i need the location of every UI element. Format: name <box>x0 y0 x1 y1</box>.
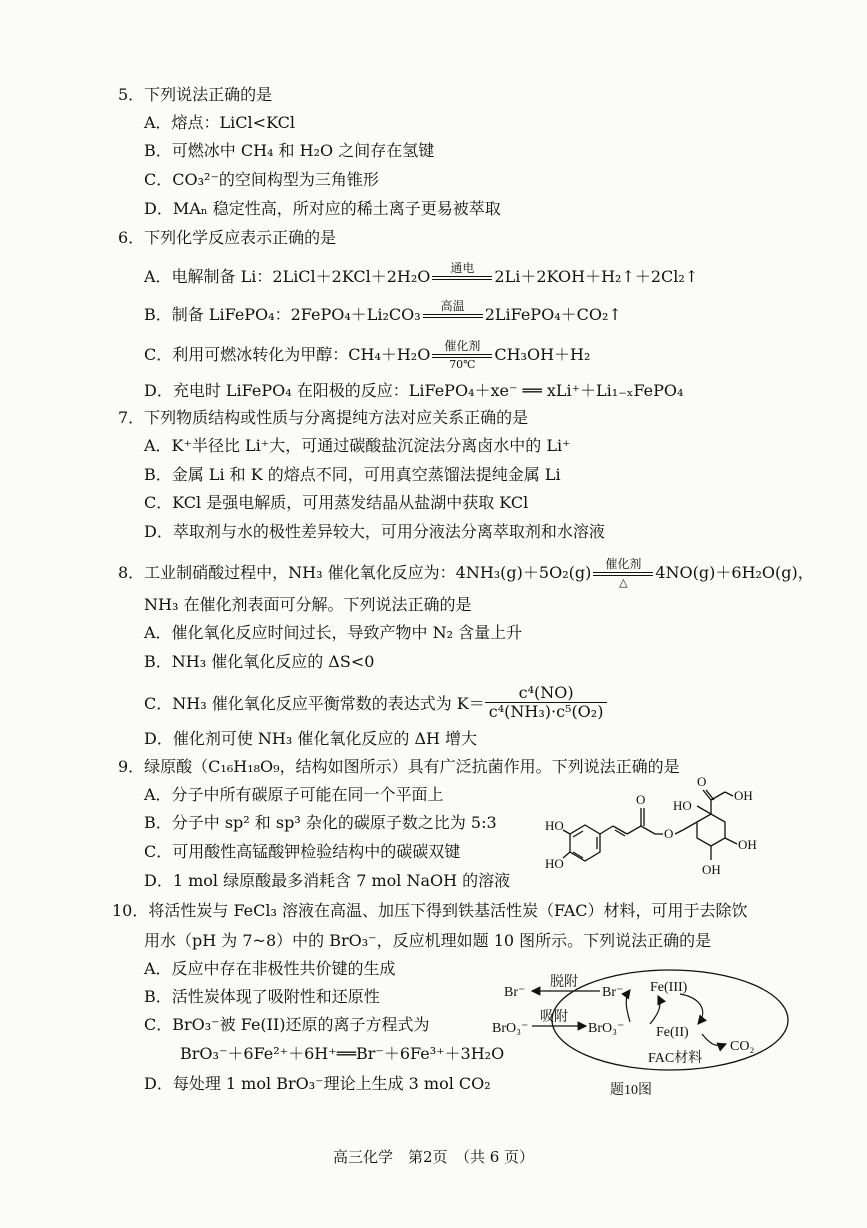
q8-stem-pre: 8．工业制硝酸过程中，NH₃ 催化氧化反应为：4NH₃(g)＋5O₂(g) <box>118 563 592 582</box>
q6-b-post: 2LiFePO₄＋CO₂↑ <box>484 305 622 324</box>
q7-option-c: C．KCl 是强电解质，可用蒸发结晶从盐湖中获取 KCl <box>144 493 529 512</box>
q6-c-pre: C．利用可燃冰转化为甲醇：CH₄＋H₂O <box>144 345 431 364</box>
q8-condition: 催化剂 △ <box>593 558 653 589</box>
q9-label-ho-3: HO <box>673 798 692 813</box>
fig-desorb-label: 脱附 <box>550 975 578 990</box>
fig-fe2: Fe(II) <box>656 1025 689 1040</box>
q6-stem: 6．下列化学反应表示正确的是 <box>118 228 337 247</box>
q9-option-c: C．可用酸性高锰酸钾检验结构中的碳碳双键 <box>144 842 461 861</box>
fig-br-left: Br⁻ <box>504 985 526 1000</box>
q6-a-post: 2Li＋2KOH＋H₂↑＋2Cl₂↑ <box>494 267 699 286</box>
fig-co2: CO₂ <box>730 1039 755 1054</box>
q9-label-oh-4: OH <box>738 837 757 852</box>
fig-bro3-inner: BrO₃⁻ <box>588 1021 625 1036</box>
fig-fe3: Fe(III) <box>650 980 688 995</box>
q8-option-a: A．催化氧化反应时间过长，导致产物中 N₂ 含量上升 <box>144 623 523 642</box>
q8-c-pre: C．NH₃ 催化氧化反应平衡常数的表达式为 K＝ <box>144 694 485 713</box>
q7-option-d: D．萃取剂与水的极性差异较大，可用分液法分离萃取剂和水溶液 <box>144 522 605 541</box>
q9-stem: 9．绿原酸（C₁₆H₁₈O₉，结构如图所示）具有广泛抗菌作用。下列说法正确的是 <box>118 757 680 776</box>
q9-label-oh-acid: OH <box>734 788 753 803</box>
q5-c-rest: 的空间构型为三角锥形 <box>218 170 379 189</box>
q6-option-c <box>144 340 590 371</box>
q5-option-d: D．MAₙ 稳定性高，所对应的稀土离子更易被萃取 <box>144 199 501 218</box>
q7-stem: 7．下列物质结构或性质与分离提纯方法对应关系正确的是 <box>118 408 529 427</box>
q6-c-condition: 催化剂 70℃ <box>432 340 492 371</box>
q5-option-a: A．熔点：LiCl<KCl <box>144 113 295 132</box>
q10-option-b: B．活性炭体现了吸附性和还原性 <box>144 987 380 1006</box>
q10-mechanism-figure <box>490 964 810 1104</box>
q6-option-a <box>144 262 698 293</box>
q9-label-oh-5: OH <box>702 862 721 877</box>
q9-label-o-carbonyl: O <box>636 792 646 807</box>
page-footer: 高三化学 第2页 （共 6 页） <box>332 1148 535 1166</box>
q9-label-o-acid: O <box>697 774 707 789</box>
q5-c-ion: CO₃²⁻ <box>172 170 219 189</box>
q5-option-c: C．CO₃²⁻的空间构型为三角锥形 <box>144 170 379 189</box>
q8-option-c <box>144 684 607 721</box>
q9-option-a: A．分子中所有碳原子可能在同一个平面上 <box>144 785 444 804</box>
q6-b-pre: B．制备 LiFePO₄：2FePO₄＋Li₂CO₃ <box>144 305 421 324</box>
q10-option-c-equation: BrO₃⁻＋6Fe²⁺＋6H⁺══Br⁻＋6Fe³⁺＋3H₂O <box>180 1044 505 1063</box>
fig-adsorb-label: 吸附 <box>540 1010 568 1025</box>
q6-option-d: D．充电时 LiFePO₄ 在阳极的反应：LiFePO₄＋xe⁻ ══ xLi⁺＋Li₁₋ₓFePO₄ <box>144 381 684 400</box>
q9-option-d: D．1 mol 绿原酸最多消耗含 7 mol NaOH 的溶液 <box>144 871 511 890</box>
fig-bro3-left: BrO₃⁻ <box>492 1021 529 1036</box>
fig-br-inner: Br⁻ <box>602 985 624 1000</box>
q8-option-b: B．NH₃ 催化氧化反应的 ΔS<0 <box>144 652 375 671</box>
q10-option-c: C．BrO₃⁻被 Fe(II)还原的离子方程式为 <box>144 1015 430 1034</box>
q6-a-condition: 通电 <box>432 262 492 293</box>
q10-stem-line2: 用水（pH 为 7~8）中的 BrO₃⁻，反应机理如题 10 图所示。下列说法正确的是 <box>144 931 712 950</box>
q7-option-b: B．金属 Li 和 K 的熔点不同，可用真空蒸馏法提纯金属 Li <box>144 465 561 484</box>
q8-c-fraction <box>485 684 608 721</box>
q8-stem <box>118 558 814 589</box>
q6-c-post: CH₃OH＋H₂ <box>494 345 591 364</box>
q9-option-b: B．分子中 sp² 和 sp³ 杂化的碳原子数之比为 5:3 <box>144 813 497 832</box>
fig-caption: 题10图 <box>610 1083 652 1098</box>
q8-option-d: D．催化剂可使 NH₃ 催化氧化反应的 ΔH 增大 <box>144 729 478 748</box>
q5-option-b: B．可燃冰中 CH₄ 和 H₂O 之间存在氢键 <box>144 141 435 160</box>
q8-stem-post: 4NO(g)＋6H₂O(g)， <box>655 563 814 582</box>
q10-option-d: D．每处理 1 mol BrO₃⁻理论上生成 3 mol CO₂ <box>144 1074 491 1093</box>
q9-label-ho-1: HO <box>545 818 564 833</box>
q10-option-a: A．反应中存在非极性共价键的生成 <box>144 959 396 978</box>
q10-stem: 10．将活性炭与 FeCl₃ 溶液在高温、加压下得到铁基活性炭（FAC）材料，可用于去除饮 <box>112 901 748 920</box>
q6-b-condition: 高温 <box>423 300 483 331</box>
q6-a-pre: A．电解制备 Li：2LiCl＋2KCl＋2H₂O <box>144 267 431 286</box>
q8-c-numerator: c⁴(NO) <box>485 684 608 703</box>
q8-stem-line2: NH₃ 在催化剂表面可分解。下列说法正确的是 <box>144 595 472 614</box>
q9-label-o-ester: O <box>664 826 674 841</box>
q6-option-b <box>144 300 622 331</box>
fig-fac-material: FAC材料 <box>648 1051 703 1066</box>
q9-label-ho-2: HO <box>545 856 564 871</box>
q5-stem: 5．下列说法正确的是 <box>118 85 273 104</box>
q8-c-denominator: c⁴(NH₃)·c⁵(O₂) <box>488 702 604 721</box>
chlorogenic-acid-structure <box>545 770 790 895</box>
q7-option-a: A．K⁺半径比 Li⁺大，可通过碳酸盐沉淀法分离卤水中的 Li⁺ <box>144 436 571 455</box>
